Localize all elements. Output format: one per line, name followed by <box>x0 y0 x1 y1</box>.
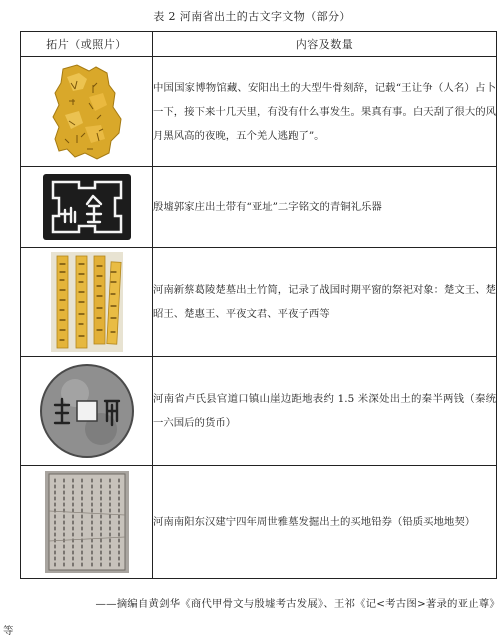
table-row <box>21 248 497 357</box>
header-content-column: 内容及数量 <box>153 32 497 57</box>
table-row <box>21 167 497 248</box>
content-cell: 中国国家博物馆藏、安阳出土的大型牛骨刻辞，记载“王让争（人名）占卜一下，接下来十几天里，有没有什么事发生。果真有事。白天刮了很大的风月黑风高的夜晚，五个羌人逃跑了”。 <box>153 57 497 167</box>
content-cell: 河南新蔡葛陵楚墓出土竹简，记录了战国时期平窗的祭祀对象：楚文王、楚昭王、楚惠王、平夜文君、平夜子西等 <box>153 248 497 357</box>
bamboo-slips-image <box>51 252 123 352</box>
coin-rubbing-image <box>37 363 137 459</box>
artifacts-table <box>20 31 497 579</box>
land-contract-image <box>45 471 129 573</box>
content-cell: 殷墟郭家庄出土带有“亚址”二字铭文的青铜礼乐器 <box>153 167 497 248</box>
image-cell <box>21 57 153 167</box>
oracle-bone-image <box>49 63 125 161</box>
bronze-inscription-rubbing-image <box>43 174 131 240</box>
table-row <box>21 466 497 579</box>
table-caption: 表 2 河南省出土的古文字文物（部分） <box>153 10 351 23</box>
image-cell <box>21 167 153 248</box>
source-citation: ——摘编自黄剑华《商代甲骨文与殷墟考古发展》、王祁《记<考古图>著录的亚止尊》 <box>95 598 500 610</box>
image-cell <box>21 466 153 579</box>
content-cell: 河南省卢氏县官道口镇山崖边距地表约 1.5 米深处出土的秦半两钱（秦统一六国后的货币） <box>153 357 497 466</box>
table-row <box>21 357 497 466</box>
image-cell <box>21 248 153 357</box>
image-cell <box>21 357 153 466</box>
table-header-row <box>21 32 497 57</box>
table-row <box>21 57 497 167</box>
header-image-column: 拓片（或照片） <box>21 32 153 57</box>
source-citation-tail: 等 <box>3 625 14 637</box>
content-cell: 河南南阳东汉建宁四年周世雅墓发掘出土的买地铅券（铅质买地地契） <box>153 466 497 579</box>
